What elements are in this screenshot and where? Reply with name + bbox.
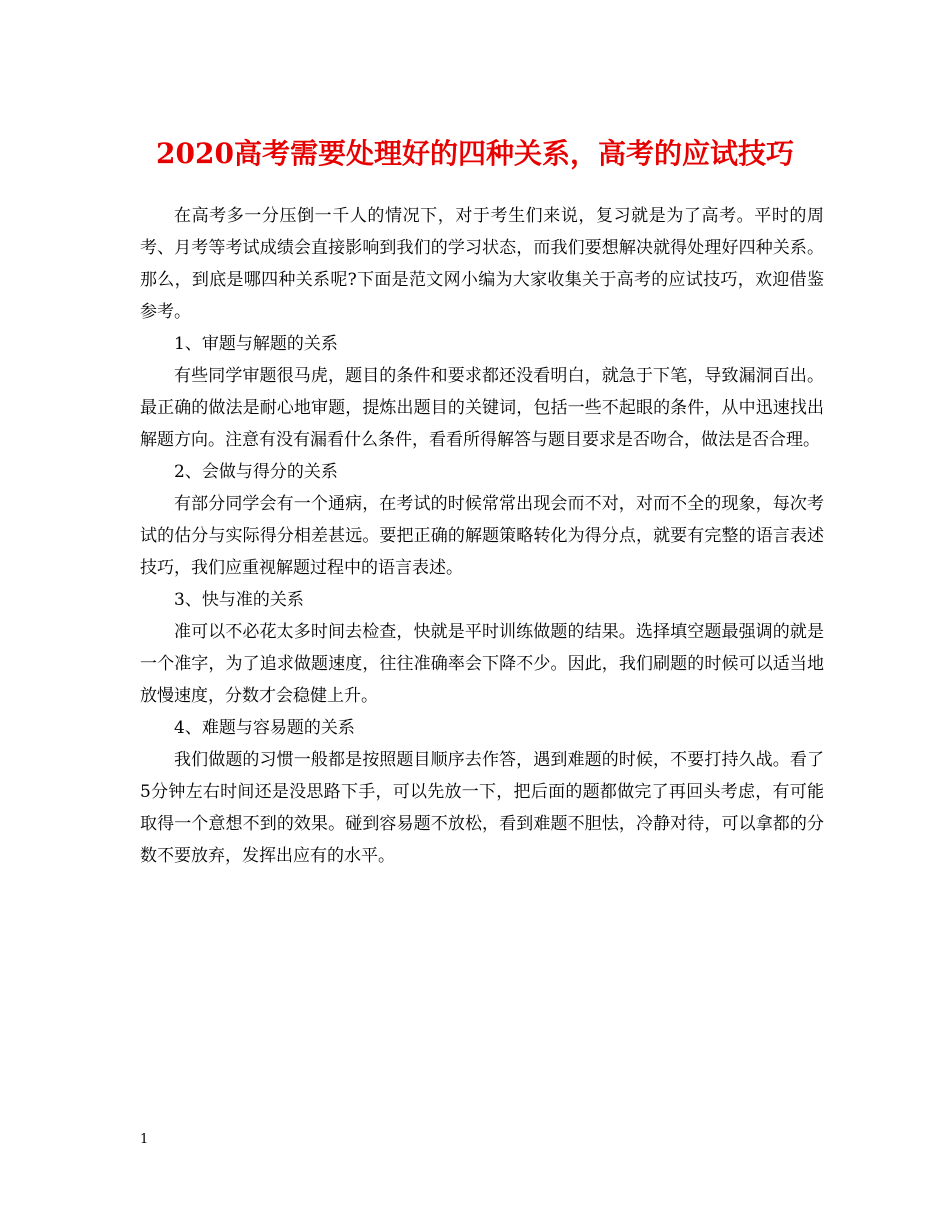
section-heading-1: 1、审题与解题的关系 xyxy=(174,334,338,354)
section-heading-3: 3、快与准的关系 xyxy=(174,590,304,610)
section-paragraph-2: 有部分同学会有一个通病，在考试的时候常常出现会而不对，对而不全的现象，每次考试的估分与实际得分相差甚远。要把正确的解题策略转化为得分点，就要有完整的语言表述技巧，我们应重视解题过程中的语言表述。 xyxy=(140,494,824,578)
section-paragraph-4: 我们做题的习惯一般都是按照题目顺序去作答，遇到难题的时候，不要打持久战。看了5分钟左右时间还是没思路下手，可以先放一下，把后面的题都做完了再回头考虑，有可能取得一个意想不到的效果。碰到容易题不放松，看到难题不胆怯，冷静对待，可以拿都的分数不要放弃，发挥出应有的水平。 xyxy=(140,750,824,866)
section-heading-4: 4、难题与容易题的关系 xyxy=(174,718,355,738)
section-paragraph-1: 有些同学审题很马虎，题目的条件和要求都还没看明白，就急于下笔，导致漏洞百出。最正确的做法是耐心地审题，提炼出题目的关键词，包括一些不起眼的条件，从中迅速找出解题方向。注意有没有漏看什么条件，看看所得解答与题目要求是否吻合，做法是否合理。 xyxy=(140,366,824,450)
section-paragraph-3: 准可以不必花太多时间去检查，快就是平时训练做题的结果。选择填空题最强调的就是一个准字，为了追求做题速度，往往准确率会下降不少。因此，我们刷题的时候可以适当地放慢速度，分数才会稳健上升。 xyxy=(140,622,824,706)
section-heading-2: 2、会做与得分的关系 xyxy=(174,462,338,482)
document-title: 2020高考需要处理好的四种关系，高考的应试技巧 xyxy=(156,137,794,170)
document-body xyxy=(140,200,824,872)
page-number: 1 xyxy=(140,1132,149,1147)
intro-paragraph: 在高考多一分压倒一千人的情况下，对于考生们来说，复习就是为了高考。平时的周考、月考等考试成绩会直接影响到我们的学习状态，而我们要想解决就得处理好四种关系。那么，到底是哪四种关系呢?下面是范文网小编为大家收集关于高考的应试技巧，欢迎借鉴参考。 xyxy=(140,206,824,322)
